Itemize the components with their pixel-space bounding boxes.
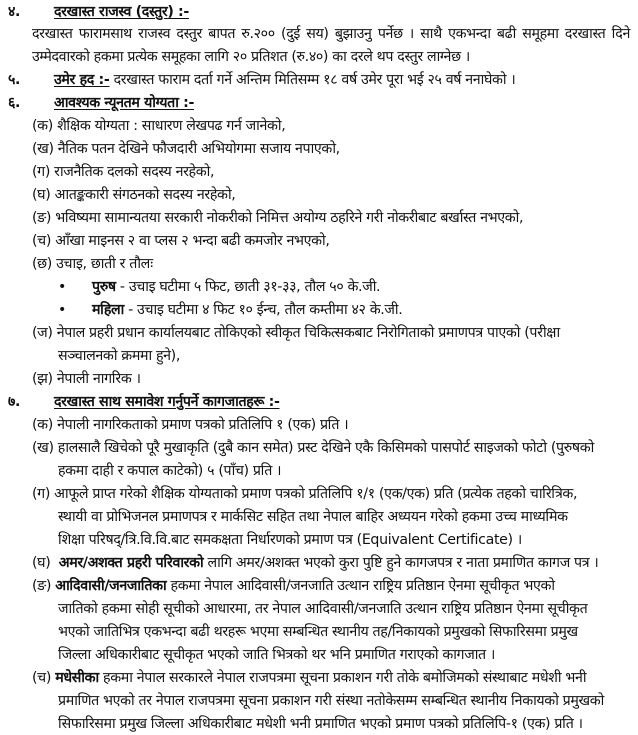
document-item-cha-text: हकमा नेपाल सरकारले नेपाल राजपत्रमा सूचना प्रकाशन गरी तोके बमोजिमको संस्थाबाट मधेशी भनी [98,670,587,686]
qualification-item-nga: (ङ) भविष्यमा सामान्यतया सरकारी नोकरीको निमित्त अयोग्य ठहरिने गरी नोकरीबाट बर्खास्त नभएको, [32,210,524,226]
section-5-text: दरखास्त फाराम दर्ता गर्ने अन्तिम मितिसम्म १८ वर्ष उमेर पूरा भई २५ वर्ष ननाघेको । [109,72,516,88]
document-item-cha-line-3: सिफारिसमा प्रमुख जिल्ला अधिकारीबाट मधेशी भनी प्रमाणित भएको प्रमाण पत्रको प्रतिलिपि-१ (एक) प्रति । [58,716,583,732]
section-7-heading-row [0,391,280,413]
document-item-ga-line-1: (ग) आफूले प्राप्त गरेको शैक्षिक योग्यताको प्रमाण पत्रको प्रतिलिपि १/१ (एक/एक) प्रति (प्रत्येक तहको चारित्रिक, [32,486,578,502]
document-item-gha-prefix: (घ) [32,555,59,571]
qualification-item-jha: (झ) नेपाली नागरिक । [32,371,141,387]
male-requirement-row [58,276,380,298]
qualification-item-gha: (घ) आतङ्ककारी संगठनको सदस्य नरहेको, [32,187,236,203]
section-5-heading: उमेर हद :- [54,72,110,88]
qualification-item-ka: (क) शैक्षिक योग्यता : साधारण लेखपढ गर्न जानेको, [32,118,286,134]
document-item-ga-line-2: स्थायी वा प्रोभिजनल प्रमाणपत्र र मार्कसिट सहित तथा नेपाल बाहिर अध्ययन गरेको हकमा उच्च माध्यमिक [58,509,568,525]
section-4-heading-row [0,1,189,23]
document-item-gha [32,552,598,574]
female-label: महिला [92,302,124,318]
section-4-line-1: दरखास्त फारामसाथ राजस्व दस्तुर बापत रु.२०० (दुई सय) बुझाउनु पर्नेछ । साथै एकभन्दा बढी समूहमा दरखास्त दिने [32,26,630,42]
section-5-row [0,69,515,91]
qualification-item-ja-line-1: (ज) नेपाल प्रहरी प्रधान कार्यालयबाट तोकिएको स्वीकृत चिकित्सकबाट निरोगिताको प्रमाणपत्र पाएको (परीक्षा [32,325,560,341]
document-item-cha-line-1 [32,667,586,689]
section-6-number: ६. [8,95,21,111]
bullet-icon: • [58,279,67,295]
document-item-nga-line-1 [32,575,555,597]
female-requirement-text: - उचाइ घटीमा ४ फिट १० ईन्च, तौल कम्तीमा ४२ के.जी. [123,302,403,318]
document-item-cha-prefix: (च) [32,670,56,686]
section-4-number: ४. [8,4,21,20]
document-item-cha-line-2: प्रमाणित भएको तर नेपाल राजपत्रमा सूचना प्रकाशन गरी संस्था नतोकेसम्म सम्बन्धित स्थानीय निकायको प्रमुखको [58,693,605,709]
section-6-heading: आवश्यक न्यूनतम योग्यता :- [54,95,195,111]
document-item-gha-text: लागि अमर/अशक्त भएको कुरा पुष्टि हुने कागजपत्र र नाता प्रमाणित कागज पत्र । [203,555,599,571]
section-7-heading: दरखास्त साथ समावेश गर्नुपर्ने कागजातहरू :- [54,394,280,410]
qualification-item-kha: (ख) नैतिक पतन देखिने फौजदारी अभियोगमा सजाय नपाएको, [32,141,340,157]
document-item-kha-line-2: हकमा दाही र कपाल काटेको) ५ (पाँच) प्रति । [58,463,282,479]
document-item-ka: (क) नेपाली नागरिकताको प्रमाण पत्रको प्रतिलिपि १ (एक) प्रति । [32,417,349,433]
document-item-nga-prefix: (ङ) [32,578,56,594]
qualification-item-ja-line-2: सञ्चालनको क्रममा हुने), [58,348,181,364]
document-item-nga-line-4: जिल्ला अधिकारीबाट सूचीकृत भएको जाति भित्रको थर भनि प्रमाणित गराएको कागजात । [58,647,495,663]
qualification-item-ga: (ग) राजनैतिक दलको सदस्य नरहेको, [32,164,215,180]
section-5-number: ५. [8,72,21,88]
document-item-cha-bold: मधेसीका [55,670,99,686]
document-item-gha-bold: अमर/अशक्त प्रहरी परिवारको [58,555,204,571]
section-4-line-2: उम्मेदवारको हकमा प्रत्येक समूहका लागि २० प्रतिशत (रु.४०) का दरले थप दस्तुर लाग्नेछ । [32,49,470,65]
document-item-nga-text: हकमा नेपाल आदिवासी/जनजाति उत्थान राष्ट्रिय प्रतिष्ठान ऐनमा सूचीकृत भएको [166,578,555,594]
document-item-kha-line-1: (ख) हालसालै खिचेको पूरै मुखाकृति (दुबै कान समेत) प्रस्ट देखिने एकै किसिमको पासपोर्ट साइजको फोटो (पुरुषको [32,440,594,456]
bullet-icon: • [58,302,67,318]
document-item-ga-line-3: शिक्षा परिषद्/त्रि.वि.वि.बाट समकक्षता निर्धारणको प्रमाण पत्र (Equivalent Certificate) । [58,532,522,548]
qualification-item-cha: (च) आँखा माइनस २ वा प्लस २ भन्दा बढी कमजोर नभएको, [32,233,330,249]
female-requirement-row [58,299,402,321]
section-4-heading: दरखास्त राजस्व (दस्तुर) :- [54,4,189,20]
document-item-nga-line-3: भएको जातिभित्र एकभन्दा बढी थरहरू भएमा सम्बन्धित स्थानीय तह/निकायको प्रमुखको सिफारिसमा प्रमुख [58,624,578,640]
document-item-nga-bold: आदिवासी/जनजातिका [55,578,167,594]
male-requirement-text: - उचाइ घटीमा ५ फिट, छाती ३१-३३, तौल ५० के.जी. [115,279,381,295]
qualification-item-chha: (छ) उचाइ, छाती र तौलः [32,256,153,272]
section-6-heading-row [0,92,194,114]
male-label: पुरुष [92,279,116,295]
section-7-number: ७. [8,394,21,410]
document-item-nga-line-2: जातिको हकमा सोही सूचीको आधारमा, तर नेपाल आदिवासी/जनजाति उत्थान राष्ट्रिय प्रतिष्ठान ऐनमा सूचीकृत [58,601,588,617]
